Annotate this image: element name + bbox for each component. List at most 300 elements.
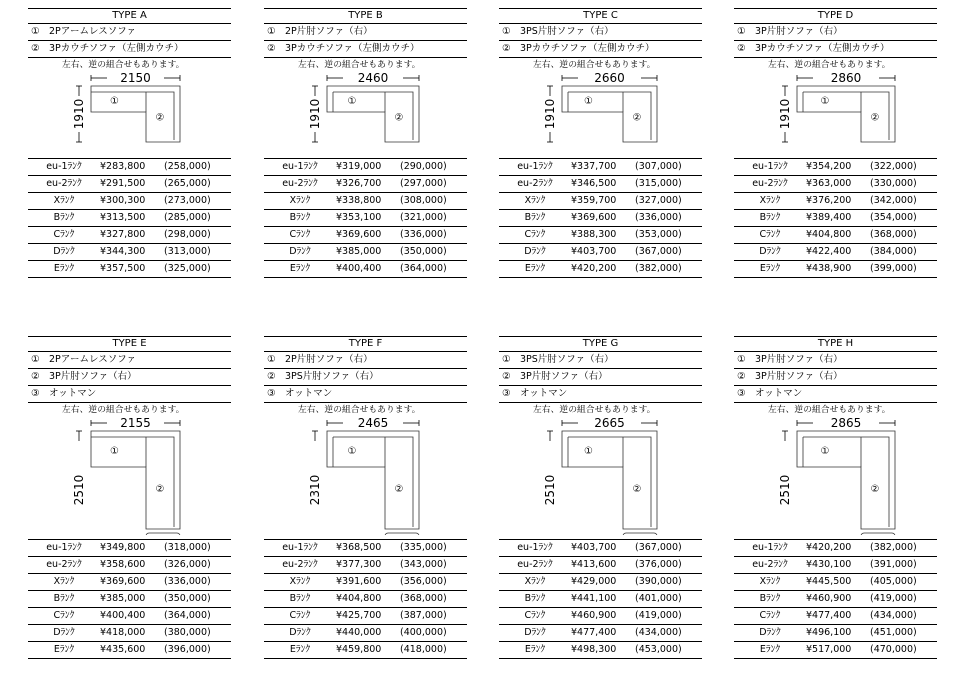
price-row	[264, 260, 467, 278]
component-label: オットマン	[285, 388, 333, 399]
price-with-tax: ¥422,400	[806, 246, 852, 257]
price-without-tax: (258,000)	[164, 161, 211, 172]
grade-label: Xﾗﾝｸ	[289, 576, 311, 587]
component-number: ③	[31, 388, 40, 399]
price-without-tax: (327,000)	[635, 195, 682, 206]
sofa-outline	[562, 86, 657, 142]
price-without-tax: (343,000)	[400, 559, 447, 570]
price-with-tax: ¥369,600	[100, 576, 146, 587]
grade-label: eu-1ﾗﾝｸ	[46, 161, 82, 172]
grade-label: eu-2ﾗﾝｸ	[752, 559, 788, 570]
price-table	[264, 158, 467, 278]
type-title: TYPE C	[499, 8, 702, 24]
price-without-tax: (321,000)	[400, 212, 447, 223]
component-number: ②	[31, 43, 40, 54]
sofa-outline	[797, 86, 895, 142]
price-row	[734, 573, 937, 590]
depth-dimension: 1910	[72, 98, 86, 130]
grade-label: Eﾗﾝｸ	[759, 263, 781, 274]
type-title: TYPE H	[734, 336, 937, 352]
price-row	[264, 192, 467, 209]
price-with-tax: ¥377,300	[336, 559, 382, 570]
depth-dimension: 2310	[308, 474, 322, 506]
component-item	[499, 369, 702, 386]
width-dimension: 2465	[357, 417, 389, 430]
price-without-tax: (434,000)	[870, 610, 917, 621]
component-label: 3Pカウチソファ（左側カウチ）	[520, 43, 655, 54]
grade-label: Bﾗﾝｸ	[524, 212, 546, 223]
component-number: ②	[31, 371, 40, 382]
grade-label: Eﾗﾝｸ	[289, 263, 311, 274]
price-with-tax: ¥477,400	[806, 610, 852, 621]
type-title: TYPE E	[28, 336, 231, 352]
price-table	[734, 158, 937, 278]
price-row	[499, 158, 702, 175]
price-row	[499, 226, 702, 243]
unit-mark: ①	[110, 96, 119, 107]
grade-label: Eﾗﾝｸ	[53, 263, 75, 274]
price-with-tax: ¥418,000	[100, 627, 146, 638]
grade-label: eu-1ﾗﾝｸ	[46, 542, 82, 553]
price-with-tax: ¥403,700	[571, 542, 617, 553]
price-row	[264, 607, 467, 624]
grade-label: Xﾗﾝｸ	[524, 576, 546, 587]
component-item	[28, 41, 231, 58]
price-with-tax: ¥413,600	[571, 559, 617, 570]
price-without-tax: (368,000)	[400, 593, 447, 604]
price-with-tax: ¥354,200	[806, 161, 852, 172]
price-table	[734, 539, 937, 659]
price-with-tax: ¥338,800	[336, 195, 382, 206]
ottoman-outline	[385, 533, 419, 535]
price-with-tax: ¥441,100	[571, 593, 617, 604]
type-title: TYPE D	[734, 8, 937, 24]
price-without-tax: (451,000)	[870, 627, 917, 638]
price-row	[264, 175, 467, 192]
sofa-outline	[91, 431, 180, 529]
depth-dimension: 1910	[778, 98, 792, 130]
component-item	[264, 386, 467, 403]
component-label: 3PS片肘ソファ（右）	[520, 354, 614, 365]
price-without-tax: (368,000)	[870, 229, 917, 240]
component-label: オットマン	[755, 388, 803, 399]
price-without-tax: (364,000)	[400, 263, 447, 274]
price-with-tax: ¥435,600	[100, 644, 146, 655]
price-with-tax: ¥388,300	[571, 229, 617, 240]
layout-diagram	[734, 417, 937, 535]
price-with-tax: ¥313,500	[100, 212, 146, 223]
width-dimension: 2865	[830, 417, 862, 430]
price-without-tax: (318,000)	[164, 542, 211, 553]
layout-diagram	[499, 72, 702, 154]
price-without-tax: (418,000)	[400, 644, 447, 655]
price-with-tax: ¥346,500	[571, 178, 617, 189]
price-with-tax: ¥404,800	[336, 593, 382, 604]
price-with-tax: ¥420,200	[806, 542, 852, 553]
price-table	[264, 539, 467, 659]
layout-diagram	[28, 72, 231, 154]
price-row	[264, 624, 467, 641]
grade-label: eu-1ﾗﾝｸ	[517, 542, 553, 553]
grade-label: Xﾗﾝｸ	[759, 576, 781, 587]
component-label: 3Pカウチソファ（左側カウチ）	[49, 43, 184, 54]
price-row	[28, 158, 231, 175]
price-row	[28, 539, 231, 556]
sofa-outline	[562, 431, 657, 529]
price-row	[734, 539, 937, 556]
depth-dimension: 2510	[72, 474, 86, 506]
price-row	[499, 624, 702, 641]
price-without-tax: (384,000)	[870, 246, 917, 257]
grade-label: Xﾗﾝｸ	[524, 195, 546, 206]
price-without-tax: (391,000)	[870, 559, 917, 570]
grade-label: Bﾗﾝｸ	[524, 593, 546, 604]
component-number: ②	[267, 43, 276, 54]
component-item	[734, 369, 937, 386]
type-card	[734, 8, 937, 278]
price-with-tax: ¥430,100	[806, 559, 852, 570]
price-row	[734, 641, 937, 659]
component-number: ①	[267, 354, 276, 365]
component-item	[264, 41, 467, 58]
grade-label: eu-2ﾗﾝｸ	[282, 559, 318, 570]
type-title: TYPE B	[264, 8, 467, 24]
component-item	[734, 41, 937, 58]
price-without-tax: (273,000)	[164, 195, 211, 206]
price-row	[499, 209, 702, 226]
grade-label: eu-2ﾗﾝｸ	[46, 559, 82, 570]
unit-mark: ②	[155, 483, 165, 495]
component-number: ②	[502, 43, 511, 54]
unit-mark: ①	[347, 446, 357, 457]
price-with-tax: ¥283,800	[100, 161, 146, 172]
component-label: 3P片肘ソファ（右）	[755, 354, 843, 365]
ottoman-outline	[623, 533, 657, 535]
price-without-tax: (307,000)	[635, 161, 682, 172]
price-without-tax: (297,000)	[400, 178, 447, 189]
combination-note: 左右、逆の組合せもあります。	[533, 60, 656, 70]
grade-label: Dﾗﾝｸ	[53, 627, 75, 638]
price-with-tax: ¥496,100	[806, 627, 852, 638]
type-card	[499, 8, 702, 278]
component-label: 3P片肘ソファ（右）	[755, 371, 843, 382]
grade-label: Cﾗﾝｸ	[289, 610, 311, 621]
price-row	[499, 556, 702, 573]
price-row	[28, 192, 231, 209]
grade-label: Eﾗﾝｸ	[524, 263, 546, 274]
component-item	[28, 24, 231, 41]
type-card	[264, 336, 467, 659]
component-label: 2Pアームレスソファ	[49, 26, 137, 37]
sofa-plan-svg	[734, 72, 937, 154]
component-item	[734, 352, 937, 369]
unit-mark: ①	[584, 446, 593, 457]
component-number: ②	[502, 371, 511, 382]
price-with-tax: ¥291,500	[100, 178, 146, 189]
grade-label: eu-1ﾗﾝｸ	[282, 161, 318, 172]
component-label: 3P片肘ソファ（右）	[755, 26, 843, 37]
unit-mark: ②	[870, 483, 880, 495]
component-number: ③	[267, 388, 276, 399]
price-without-tax: (315,000)	[635, 178, 682, 189]
price-row	[264, 209, 467, 226]
price-row	[734, 209, 937, 226]
type-card	[28, 8, 231, 278]
price-row	[734, 607, 937, 624]
component-item	[264, 369, 467, 386]
price-without-tax: (390,000)	[635, 576, 682, 587]
sofa-plan-svg	[499, 72, 702, 154]
grade-label: Eﾗﾝｸ	[759, 644, 781, 655]
component-label: 3P片肘ソファ（右）	[520, 371, 608, 382]
price-without-tax: (419,000)	[870, 593, 917, 604]
unit-mark: ①	[820, 96, 830, 107]
price-without-tax: (313,000)	[164, 246, 211, 257]
price-with-tax: ¥498,300	[571, 644, 617, 655]
layout-diagram	[499, 417, 702, 535]
price-with-tax: ¥440,000	[336, 627, 382, 638]
sofa-plan-svg	[264, 417, 467, 535]
price-without-tax: (367,000)	[635, 542, 682, 553]
component-number: ①	[737, 26, 746, 37]
price-with-tax: ¥445,500	[806, 576, 852, 587]
price-without-tax: (342,000)	[870, 195, 917, 206]
price-with-tax: ¥337,700	[571, 161, 617, 172]
sofa-outline	[327, 86, 419, 142]
grade-label: Eﾗﾝｸ	[289, 644, 311, 655]
combination-note: 左右、逆の組合せもあります。	[768, 60, 891, 70]
unit-mark: ②	[394, 483, 404, 495]
price-with-tax: ¥389,400	[806, 212, 852, 223]
component-item	[28, 386, 231, 403]
price-with-tax: ¥353,100	[336, 212, 382, 223]
price-without-tax: (308,000)	[400, 195, 447, 206]
price-with-tax: ¥400,400	[100, 610, 146, 621]
layout-diagram	[264, 72, 467, 154]
price-without-tax: (382,000)	[870, 542, 917, 553]
price-row	[734, 175, 937, 192]
combination-note: 左右、逆の組合せもあります。	[62, 405, 185, 415]
component-label: オットマン	[520, 388, 568, 399]
price-without-tax: (367,000)	[635, 246, 682, 257]
sofa-outline	[327, 431, 419, 529]
price-row	[499, 539, 702, 556]
price-without-tax: (326,000)	[164, 559, 211, 570]
layout-diagram	[264, 417, 467, 535]
combination-note: 左右、逆の組合せもあります。	[768, 405, 891, 415]
grade-label: Bﾗﾝｸ	[759, 212, 781, 223]
combination-note: 左右、逆の組合せもあります。	[298, 405, 421, 415]
type-card	[264, 8, 467, 278]
component-number: ①	[31, 26, 40, 37]
price-row	[28, 556, 231, 573]
sofa-outline	[797, 431, 895, 529]
layout-diagram	[734, 72, 937, 154]
price-row	[28, 175, 231, 192]
price-row	[264, 158, 467, 175]
price-row	[734, 226, 937, 243]
component-number: ②	[267, 371, 276, 382]
price-row	[264, 573, 467, 590]
price-without-tax: (298,000)	[164, 229, 211, 240]
price-with-tax: ¥459,800	[336, 644, 382, 655]
price-row	[734, 243, 937, 260]
price-row	[734, 158, 937, 175]
price-without-tax: (354,000)	[870, 212, 917, 223]
grade-label: Xﾗﾝｸ	[759, 195, 781, 206]
unit-mark: ①	[820, 446, 830, 457]
grade-label: Cﾗﾝｸ	[759, 610, 781, 621]
width-dimension: 2665	[594, 417, 625, 430]
price-without-tax: (453,000)	[635, 644, 682, 655]
price-row	[264, 641, 467, 659]
price-with-tax: ¥385,000	[100, 593, 146, 604]
grade-label: Xﾗﾝｸ	[53, 576, 75, 587]
price-without-tax: (405,000)	[870, 576, 917, 587]
price-row	[28, 243, 231, 260]
price-without-tax: (380,000)	[164, 627, 211, 638]
price-with-tax: ¥326,700	[336, 178, 382, 189]
price-without-tax: (336,000)	[635, 212, 682, 223]
depth-dimension: 1910	[543, 98, 557, 130]
price-with-tax: ¥369,600	[336, 229, 382, 240]
grade-label: eu-2ﾗﾝｸ	[752, 178, 788, 189]
price-row	[264, 590, 467, 607]
grade-label: Cﾗﾝｸ	[53, 610, 75, 621]
price-without-tax: (350,000)	[400, 246, 447, 257]
price-row	[499, 641, 702, 659]
grade-label: eu-2ﾗﾝｸ	[517, 559, 553, 570]
unit-mark: ②	[632, 483, 642, 495]
price-without-tax: (336,000)	[164, 576, 211, 587]
price-row	[28, 590, 231, 607]
price-without-tax: (387,000)	[400, 610, 447, 621]
unit-mark: ②	[632, 112, 642, 124]
component-number: ①	[737, 354, 746, 365]
price-row	[28, 209, 231, 226]
combination-note: 左右、逆の組合せもあります。	[62, 60, 185, 70]
price-with-tax: ¥403,700	[571, 246, 617, 257]
price-with-tax: ¥357,500	[100, 263, 146, 274]
price-without-tax: (356,000)	[400, 576, 447, 587]
ottoman-outline	[146, 533, 180, 535]
grade-label: Dﾗﾝｸ	[53, 246, 75, 257]
grade-label: Bﾗﾝｸ	[759, 593, 781, 604]
unit-mark: ①	[584, 96, 593, 107]
component-number: ②	[737, 371, 746, 382]
price-with-tax: ¥359,700	[571, 195, 617, 206]
grade-label: Cﾗﾝｸ	[524, 610, 546, 621]
price-without-tax: (376,000)	[635, 559, 682, 570]
price-row	[264, 556, 467, 573]
price-row	[734, 260, 937, 278]
price-without-tax: (353,000)	[635, 229, 682, 240]
grade-label: eu-1ﾗﾝｸ	[282, 542, 318, 553]
grade-label: Eﾗﾝｸ	[53, 644, 75, 655]
price-row	[28, 624, 231, 641]
price-without-tax: (290,000)	[400, 161, 447, 172]
component-number: ①	[31, 354, 40, 365]
type-title: TYPE G	[499, 336, 702, 352]
price-with-tax: ¥420,200	[571, 263, 617, 274]
price-without-tax: (330,000)	[870, 178, 917, 189]
grade-label: Cﾗﾝｸ	[289, 229, 311, 240]
price-without-tax: (336,000)	[400, 229, 447, 240]
depth-dimension: 1910	[308, 98, 322, 130]
layout-diagram	[28, 417, 231, 535]
price-row	[28, 226, 231, 243]
component-number: ①	[502, 26, 511, 37]
grade-label: Xﾗﾝｸ	[289, 195, 311, 206]
component-number: ③	[502, 388, 511, 399]
price-without-tax: (401,000)	[635, 593, 682, 604]
price-without-tax: (470,000)	[870, 644, 917, 655]
width-dimension: 2660	[594, 72, 625, 85]
price-with-tax: ¥319,000	[336, 161, 382, 172]
combination-note: 左右、逆の組合せもあります。	[298, 60, 421, 70]
grade-label: Dﾗﾝｸ	[289, 246, 311, 257]
price-with-tax: ¥429,000	[571, 576, 617, 587]
unit-mark: ②	[870, 112, 880, 124]
grade-label: Dﾗﾝｸ	[289, 627, 311, 638]
grade-label: eu-1ﾗﾝｸ	[517, 161, 553, 172]
unit-mark: ①	[110, 446, 119, 457]
price-with-tax: ¥517,000	[806, 644, 852, 655]
combination-note: 左右、逆の組合せもあります。	[533, 405, 656, 415]
depth-dimension: 2510	[778, 474, 792, 506]
grade-label: eu-2ﾗﾝｸ	[46, 178, 82, 189]
component-item	[734, 24, 937, 41]
component-label: 3PS片肘ソファ（右）	[520, 26, 614, 37]
grade-label: Bﾗﾝｸ	[53, 593, 75, 604]
grade-label: Bﾗﾝｸ	[289, 593, 311, 604]
width-dimension: 2460	[357, 72, 389, 85]
type-card	[499, 336, 702, 659]
grade-label: Dﾗﾝｸ	[524, 627, 546, 638]
type-title: TYPE F	[264, 336, 467, 352]
sofa-outline	[91, 86, 180, 142]
sofa-plan-svg	[734, 417, 937, 535]
grade-label: Cﾗﾝｸ	[524, 229, 546, 240]
price-row	[264, 539, 467, 556]
price-with-tax: ¥425,700	[336, 610, 382, 621]
type-card	[28, 336, 231, 659]
price-with-tax: ¥358,600	[100, 559, 146, 570]
component-label: 3Pカウチソファ（左側カウチ）	[285, 43, 420, 54]
price-row	[264, 243, 467, 260]
ottoman-outline	[861, 533, 895, 535]
price-row	[499, 192, 702, 209]
price-without-tax: (350,000)	[164, 593, 211, 604]
component-item	[28, 352, 231, 369]
component-label: オットマン	[49, 388, 97, 399]
grade-label: eu-1ﾗﾝｸ	[752, 542, 788, 553]
component-label: 3Pカウチソファ（左側カウチ）	[755, 43, 890, 54]
component-item	[264, 24, 467, 41]
sofa-plan-svg	[28, 417, 231, 535]
unit-mark: ①	[347, 96, 357, 107]
grade-label: Xﾗﾝｸ	[53, 195, 75, 206]
sofa-plan-svg	[28, 72, 231, 154]
sofa-plan-svg	[499, 417, 702, 535]
price-row	[28, 573, 231, 590]
component-item	[264, 352, 467, 369]
price-row	[499, 573, 702, 590]
price-row	[734, 624, 937, 641]
price-row	[28, 607, 231, 624]
grade-label: eu-1ﾗﾝｸ	[752, 161, 788, 172]
price-row	[734, 590, 937, 607]
